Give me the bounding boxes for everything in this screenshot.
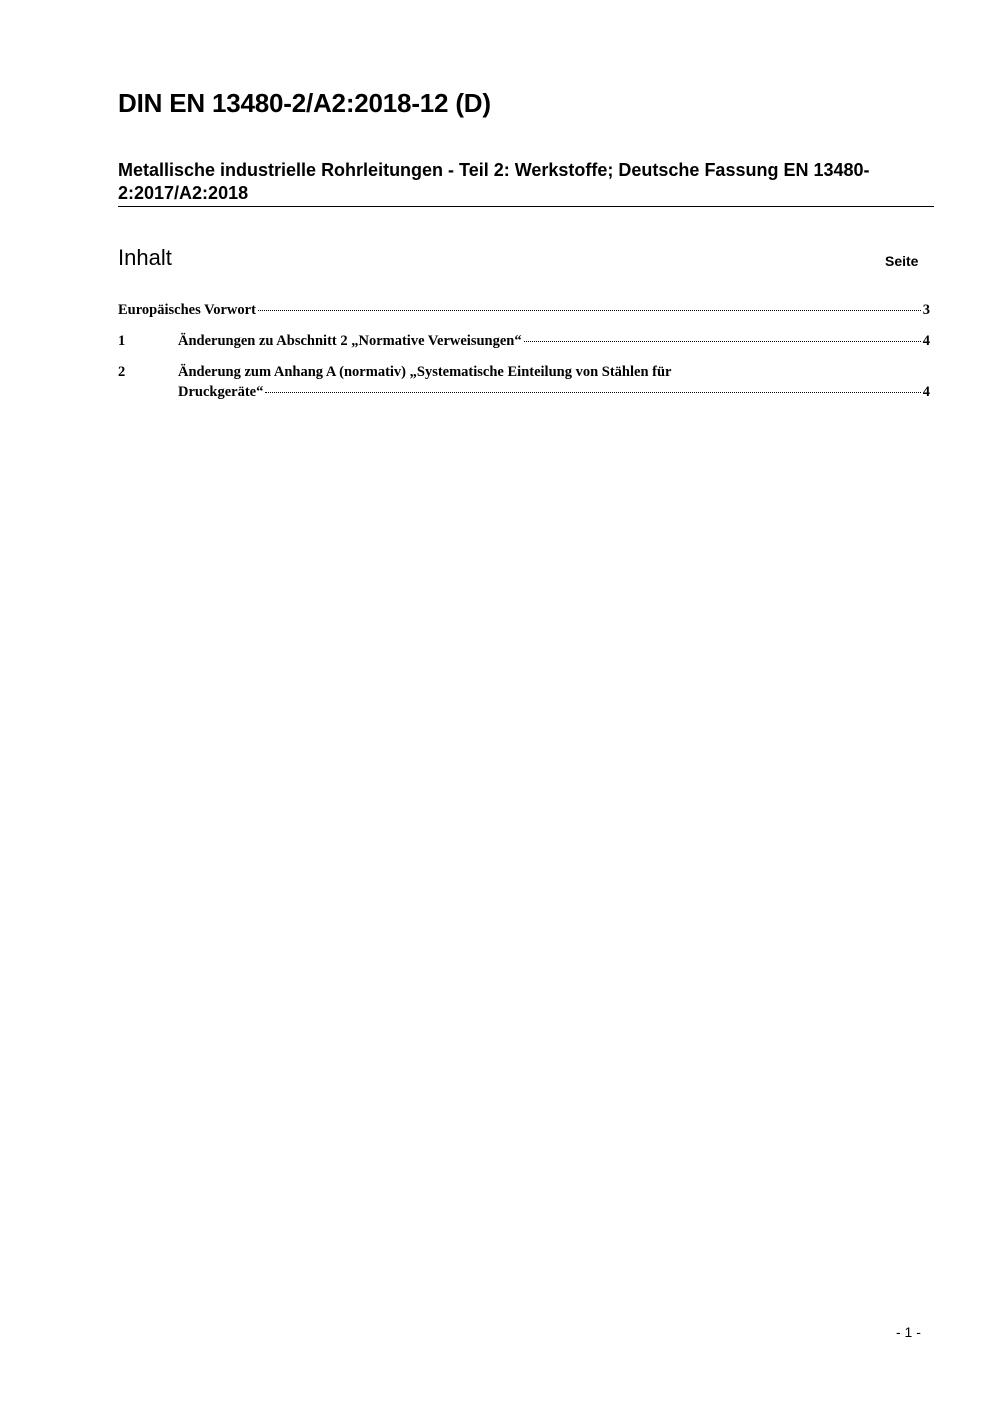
toc-leader-dots	[524, 341, 921, 342]
toc-leader-dots	[265, 392, 920, 393]
toc-page-column-label: Seite	[885, 253, 919, 269]
toc-entry-number: 2	[118, 364, 126, 380]
page-number: - 1 -	[896, 1324, 921, 1340]
toc-entry-2[interactable]	[118, 364, 930, 406]
document-subtitle: Metallische industrielle Rohrleitungen - Teil 2: Werkstoffe; Deutsche Fassung EN 13480-2:2017/A2:2018	[118, 160, 870, 203]
toc-leader-dots	[258, 310, 921, 311]
toc-entry-page: 3	[922, 302, 930, 318]
toc-entry-vorwort[interactable]	[118, 302, 930, 322]
toc-entry-page: 4	[922, 333, 930, 349]
toc-entry-number: 1	[118, 333, 126, 349]
toc-entry-title[interactable]: Europäisches Vorwort	[118, 302, 256, 318]
toc-entry-title-line1[interactable]: Änderung zum Anhang A (normativ) „Systematische Einteilung von Stählen für	[178, 364, 672, 380]
toc-heading: Inhalt	[118, 245, 172, 270]
toc-entry-1[interactable]	[118, 333, 930, 353]
toc-entry-title[interactable]: Änderungen zu Abschnitt 2 „Normative Verweisungen“	[178, 333, 522, 349]
toc-entry-title-line2[interactable]: Druckgeräte“	[178, 384, 264, 400]
toc-entry-page: 4	[922, 384, 930, 400]
subtitle-divider	[118, 206, 934, 207]
document-title: DIN EN 13480-2/A2:2018-12 (D)	[118, 88, 491, 118]
